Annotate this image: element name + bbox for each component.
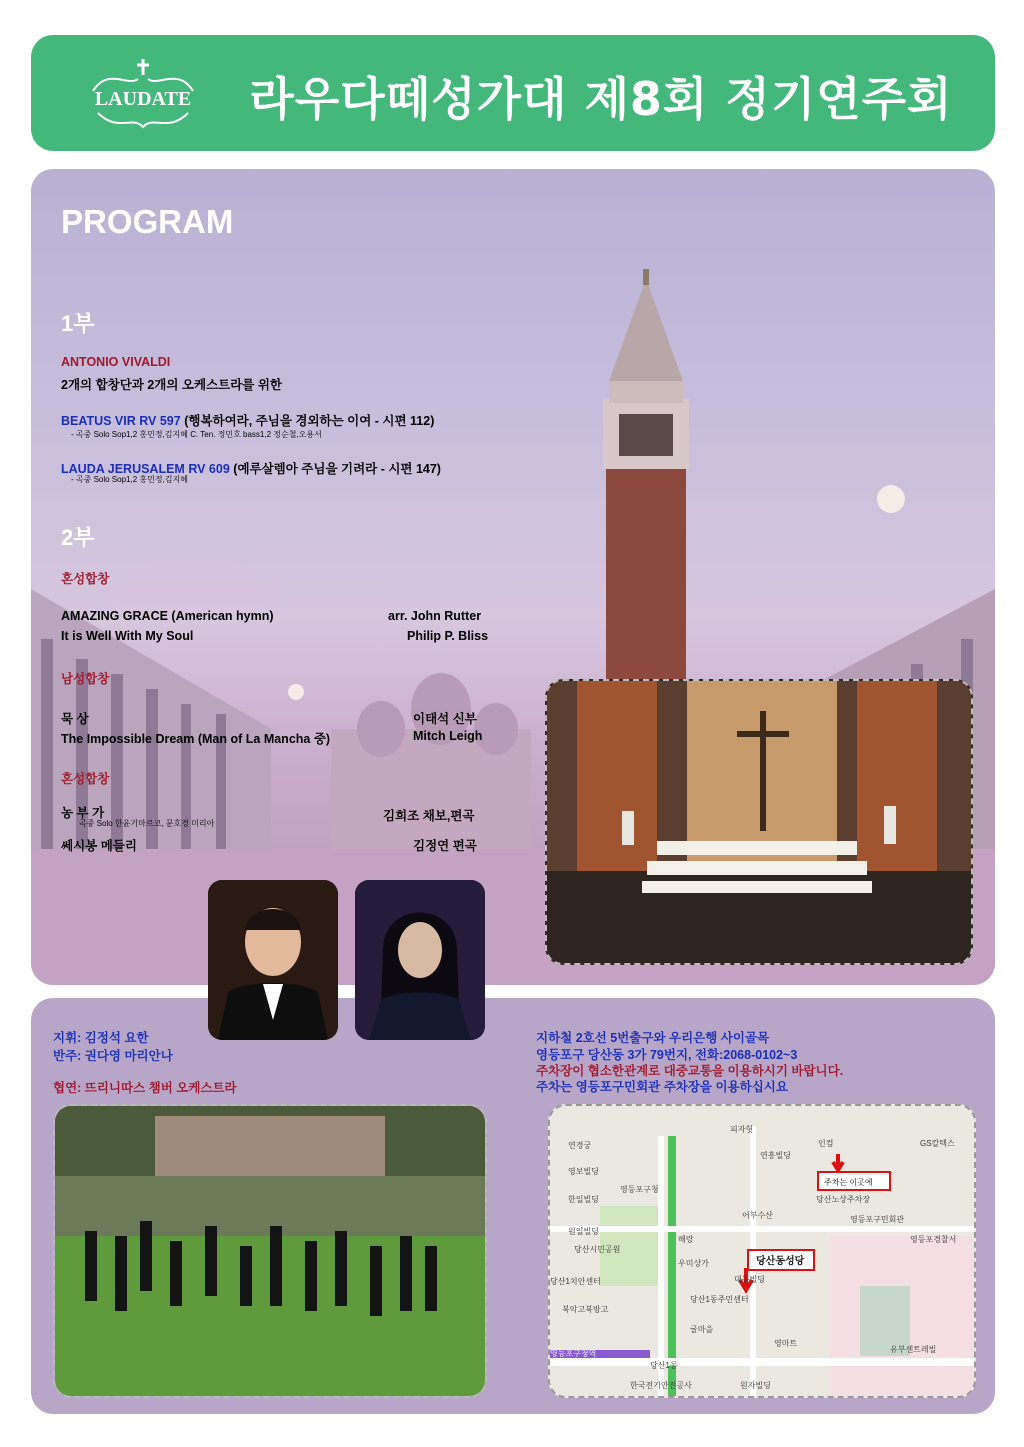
map-label: 영보빌딩 (568, 1167, 599, 1176)
map-label: 당산1동주민센터 (690, 1295, 749, 1304)
map-callout-parking: 주차는 이곳에 (824, 1178, 873, 1187)
part1-heading: 1부 (61, 311, 95, 336)
song-credit: 이태석 신부 (413, 712, 477, 726)
accompanist-name: 반주: 권다영 마리안나 (53, 1049, 173, 1063)
map-label: 한국전기안전공사 (630, 1381, 692, 1390)
map-label: 영등포구민회관 (850, 1215, 905, 1224)
map-label: 당산시민공원 (574, 1245, 621, 1254)
section-heading-mixed-2: 혼성합창 (61, 772, 110, 786)
part1-item-beatus (61, 411, 434, 429)
conductor-name: 지휘: 김정석 요한 (53, 1031, 149, 1045)
lauda-soloists: - 곡중 Solo Sop1,2 홍민정,김지혜 (71, 475, 188, 484)
map-label: 영등포구청역 (550, 1349, 597, 1358)
beatus-soloists: - 곡중 Solo Sop1,2 홍민정,김지혜 C. Ten. 정민호 bass1,2 정순철,오용서 (71, 430, 322, 439)
directions-line3: 주차장이 협소한관계로 대중교통을 이용하시기 바랍니다. (536, 1064, 844, 1078)
map-label: 북악고북방고 (562, 1305, 609, 1314)
part2-heading: 2부 (61, 525, 95, 550)
map-label: 원일빌딩 (568, 1227, 599, 1236)
song-title: AMAZING GRACE (American hymn) (61, 609, 274, 623)
song-credit: Philip P. Bliss (407, 629, 489, 643)
lauda-title: LAUDA JERUSALEM RV 609 (61, 462, 230, 476)
location-map[interactable] (548, 1104, 976, 1398)
map-label: 영마트 (774, 1339, 798, 1348)
map-label: 유부센트레빌 (890, 1345, 937, 1354)
map-label: 영등포구청 (620, 1185, 659, 1194)
concert-title: 라우다떼성가대 제8회 정기연주회 (249, 72, 953, 126)
map-label: 영등포경찰서 (910, 1235, 957, 1244)
song-credit: 김정연 편곡 (413, 839, 477, 853)
part1-subtitle: 2개의 합창단과 2개의 오케스트라를 위한 (61, 378, 282, 392)
map-label: 당산1동 (650, 1361, 678, 1370)
beatus-subtitle: (행복하여라, 주님을 경외하는 이여 - 시편 112) (184, 414, 435, 428)
map-label: 연경궁 (568, 1141, 592, 1150)
header-banner (31, 35, 995, 151)
song-title: 쎄시봉 메들리 (61, 839, 137, 853)
directions-line1: 지하철 2호선 5번출구와 우리은행 사이골목 (536, 1031, 770, 1045)
choir-photo (545, 679, 973, 965)
map-label: 연흥빌딩 (760, 1151, 791, 1160)
song-title: 묵 상 (61, 712, 89, 726)
svg-text:LAUDATE: LAUDATE (94, 88, 192, 110)
map-label: 인컴 (818, 1139, 834, 1148)
orchestra-name: 협연: 뜨리니따스 챔버 오케스트라 (53, 1081, 237, 1095)
program-panel (31, 169, 995, 985)
song-credit: 김희조 채보,편곡 (383, 809, 475, 823)
section-heading-male: 남성합창 (61, 672, 110, 686)
directions-line4: 주차는 영등포구민회관 주차장을 이용하십시요 (536, 1080, 788, 1094)
map-label: 굴마을 (690, 1325, 714, 1334)
beatus-title: BEATUS VIR RV 597 (61, 414, 181, 428)
orchestra-photo (53, 1104, 487, 1398)
map-label: 우미상가 (678, 1259, 709, 1268)
laudate-logo (83, 57, 203, 135)
conductor-portrait (208, 880, 338, 1040)
performers-and-directions-panel (31, 998, 995, 1414)
map-label: 당산1치안센터 (550, 1277, 601, 1286)
map-label: 당산노상주차장 (816, 1195, 871, 1204)
map-label: GS칼텍스 (920, 1139, 955, 1148)
map-label: 원자빌딩 (740, 1381, 771, 1390)
map-label: 대동빌딩 (734, 1275, 765, 1284)
map-label: 어부수산 (742, 1211, 773, 1220)
song-soloists: 곡중 Solo 한윤기마르코, 문호경 미리아 (79, 819, 215, 828)
section-heading-mixed-1: 혼성합창 (61, 572, 110, 586)
song-credit: Mitch Leigh (413, 729, 483, 743)
lauda-subtitle: (예루살렘아 주님을 기려라 - 시편 147) (233, 462, 441, 476)
map-label: 한일빌딩 (568, 1195, 599, 1204)
map-label: 해랑 (678, 1235, 694, 1244)
accompanist-portrait (355, 880, 485, 1040)
program-heading: PROGRAM (61, 203, 234, 240)
map-callout-church: 당산동성당 (756, 1256, 805, 1267)
map-label: 피자헛 (730, 1125, 754, 1134)
directions-line2: 영등포구 당산동 3가 79번지, 전화:2068-0102~3 (536, 1048, 798, 1062)
song-title: It is Well With My Soul (61, 629, 194, 643)
song-title: The Impossible Dream (Man of La Mancha 중) (61, 732, 331, 746)
part1-composer: ANTONIO VIVALDI (61, 355, 171, 369)
song-credit: arr. John Rutter (388, 609, 482, 623)
song-title: 농 부 가 (61, 806, 105, 820)
